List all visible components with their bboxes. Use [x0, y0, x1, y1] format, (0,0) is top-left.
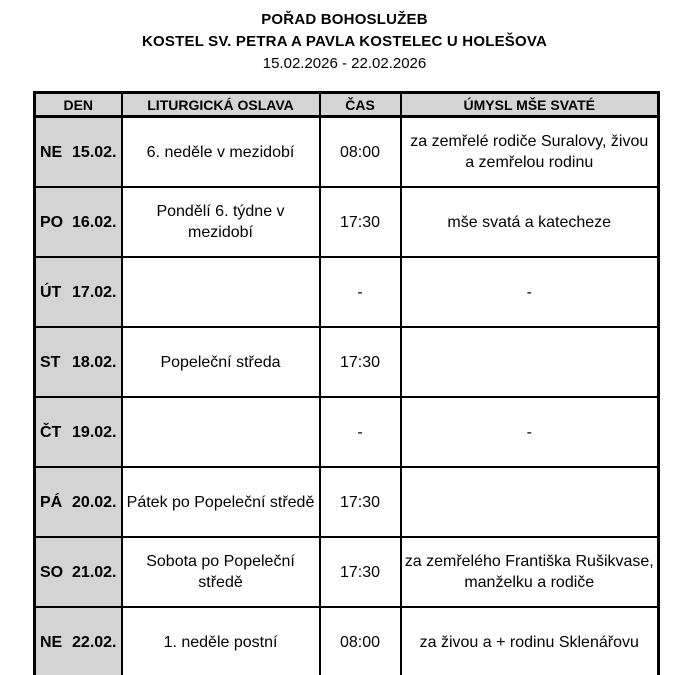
celebration-cell: Pátek po Popeleční středě [122, 467, 320, 537]
day-cell [35, 467, 122, 537]
day-cell [35, 397, 122, 467]
celebration-cell: Popeleční středa [122, 327, 320, 397]
day-date: 19.02. [72, 423, 117, 441]
intention-cell: mše svatá a katecheze [401, 187, 659, 257]
day-date: 16.02. [72, 213, 117, 231]
intention-cell: za zemřelé rodiče Suralovy, živou a zemřelou rodinu [401, 117, 659, 188]
column-header-umysl-mse-svate: ÚMYSL MŠE SVATÉ [401, 93, 659, 117]
day-wrap [39, 142, 118, 163]
celebration-cell: Sobota po Popeleční středě [122, 537, 320, 607]
day-wrap [39, 212, 118, 233]
table-header-row [35, 93, 659, 117]
time-cell: 17:30 [320, 537, 401, 607]
day-abbr: ČT [40, 423, 62, 441]
celebration-cell [122, 257, 320, 327]
day-cell [35, 187, 122, 257]
table-row [35, 537, 659, 607]
day-date: 20.02. [72, 493, 117, 511]
day-wrap [39, 492, 118, 513]
table-row [35, 467, 659, 537]
schedule-table [33, 91, 660, 675]
day-wrap [39, 352, 118, 373]
day-wrap [39, 422, 118, 443]
day-abbr: ST [40, 353, 61, 371]
table-row [35, 397, 659, 467]
intention-cell: za zemřelého Františka Rušikvase, manželku a rodiče [401, 537, 659, 607]
table-row [35, 607, 659, 675]
day-wrap [39, 632, 118, 653]
time-cell: 17:30 [320, 467, 401, 537]
intention-cell [401, 327, 659, 397]
time-cell: 17:30 [320, 327, 401, 397]
day-abbr: PO [40, 213, 64, 231]
intention-cell: za živou a + rodinu Sklenářovu [401, 607, 659, 675]
column-header-cas: ČAS [320, 93, 401, 117]
day-cell [35, 327, 122, 397]
celebration-cell: 6. neděle v mezidobí [122, 117, 320, 188]
column-header-liturgicka-oslava: LITURGICKÁ OSLAVA [122, 93, 320, 117]
day-date: 18.02. [72, 353, 117, 371]
day-cell [35, 607, 122, 675]
celebration-cell [122, 397, 320, 467]
time-cell: 17:30 [320, 187, 401, 257]
church-name: KOSTEL SV. PETRA A PAVLA KOSTELEC U HOLEŠOVA [142, 33, 547, 50]
day-date: 17.02. [72, 283, 117, 301]
time-cell: 08:00 [320, 117, 401, 188]
day-date: 21.02. [72, 563, 117, 581]
day-abbr: NE [40, 143, 63, 161]
intention-cell: - [401, 257, 659, 327]
table-row [35, 187, 659, 257]
date-range: 15.02.2026 - 22.02.2026 [262, 55, 427, 72]
table-row [35, 117, 659, 188]
day-cell [35, 117, 122, 188]
column-header-den: DEN [35, 93, 122, 117]
day-wrap [39, 562, 118, 583]
day-abbr: NE [40, 633, 63, 651]
intention-cell [401, 467, 659, 537]
table-row [35, 327, 659, 397]
day-wrap [39, 282, 118, 303]
celebration-cell: Pondělí 6. týdne v mezidobí [122, 187, 320, 257]
day-date: 15.02. [72, 143, 117, 161]
time-cell: 08:00 [320, 607, 401, 675]
page-title: POŘAD BOHOSLUŽEB [261, 11, 428, 28]
day-abbr: ÚT [40, 283, 62, 301]
day-abbr: PÁ [40, 493, 63, 511]
table-row [35, 257, 659, 327]
intention-cell: - [401, 397, 659, 467]
day-cell [35, 537, 122, 607]
day-abbr: SO [40, 563, 64, 581]
celebration-cell: 1. neděle postní [122, 607, 320, 675]
day-date: 22.02. [72, 633, 117, 651]
time-cell: - [320, 397, 401, 467]
time-cell: - [320, 257, 401, 327]
day-cell [35, 257, 122, 327]
document-header [0, 0, 689, 74]
